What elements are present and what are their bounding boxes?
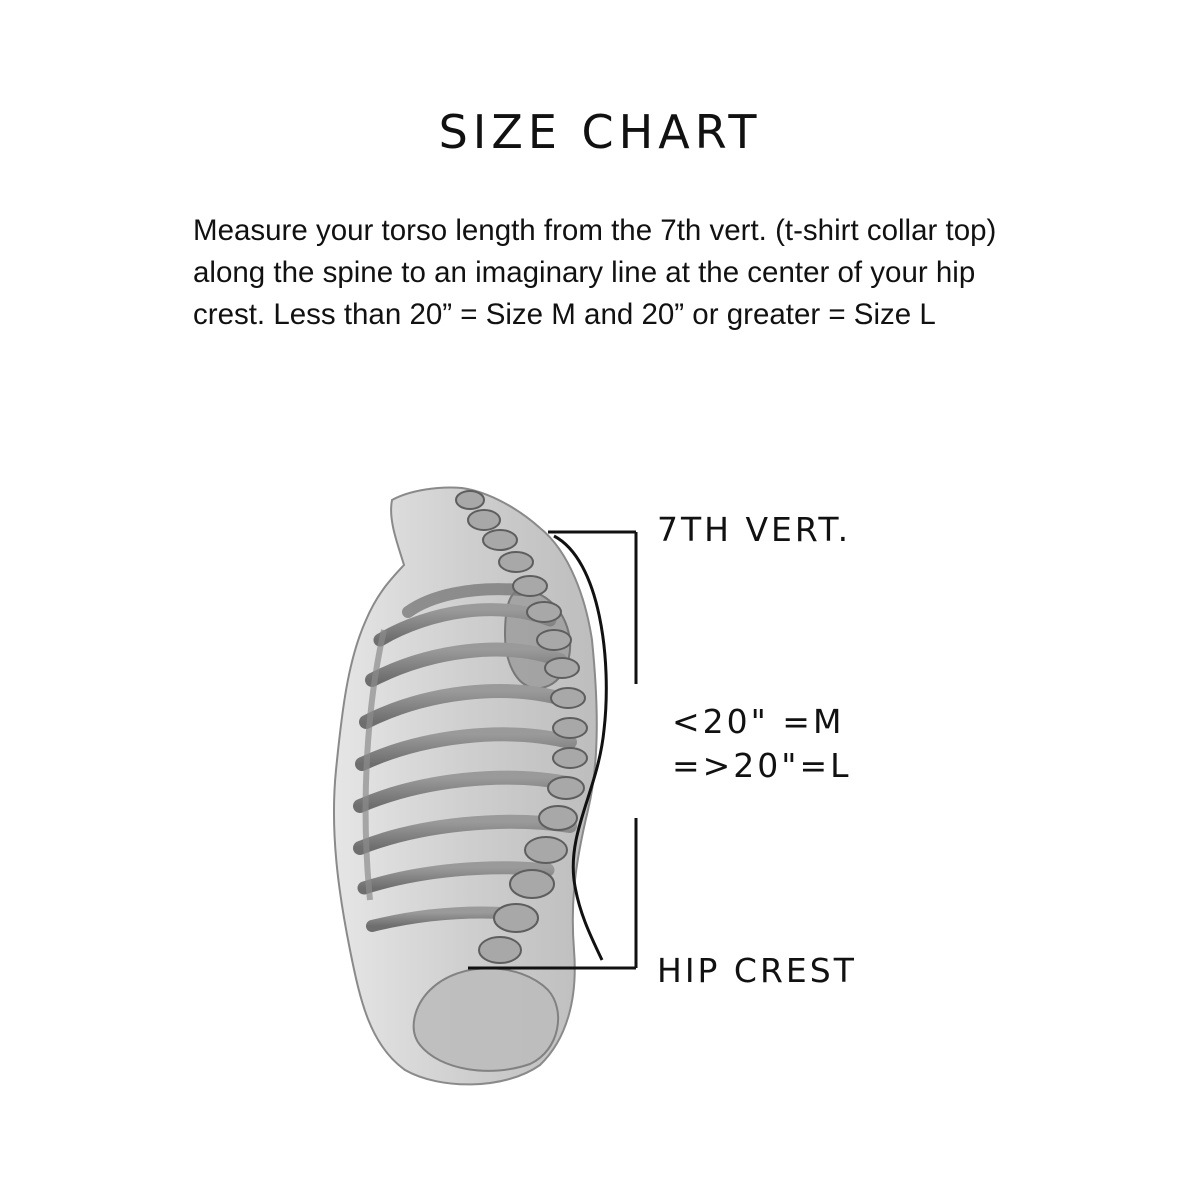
page-title: SIZE CHART: [438, 104, 762, 159]
seventh-vertebra-label: 7TH VERT.: [657, 510, 852, 549]
size-rule-large: =>20"=L: [672, 746, 852, 785]
hip-crest-label: HIP CREST: [657, 951, 857, 990]
size-rules: [672, 700, 852, 788]
torso-illustration: [334, 488, 597, 1085]
measurement-instructions: Measure your torso length from the 7th vert. (t-shirt collar top) along the spine to an imaginary line at the center of your hip crest. Less than 20” = Size M and 20” or greater = Size L: [193, 214, 997, 331]
size-rule-medium: <20" =M: [672, 702, 845, 741]
